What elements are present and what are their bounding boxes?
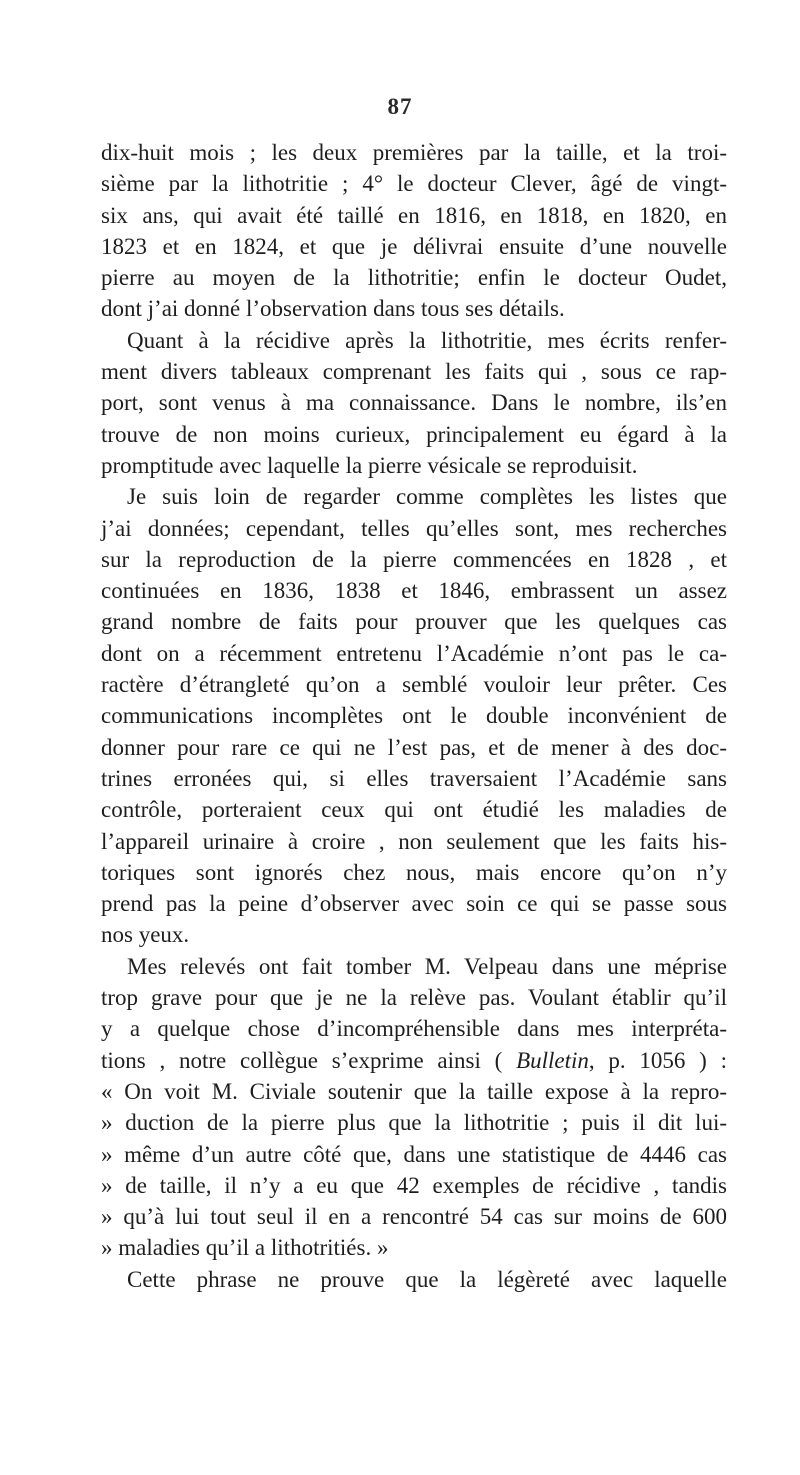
text-line: trines erronées qui, si elles traversaient l’Académie sans bbox=[101, 765, 727, 791]
text-line: continuées en 1836, 1838 et 1846, embrassent un assez bbox=[101, 578, 727, 604]
text-line: ment divers tableaux comprenant les faits qui , sous ce rap- bbox=[101, 359, 727, 385]
text-line: « On voit M. Civiale soutenir que la taille expose à la repro- bbox=[101, 1078, 727, 1104]
text-line: prend pas la peine d’observer avec soin ce qui se passe sous bbox=[101, 891, 727, 917]
body-text bbox=[101, 137, 727, 1295]
text-line: y a quelque chose d’incompréhensible dans mes interpréta- bbox=[101, 1016, 727, 1042]
text-line: » de taille, il n’y a eu que 42 exemples de récidive , tandis bbox=[101, 1172, 727, 1198]
text-line: nos yeux. bbox=[101, 922, 190, 948]
text-line: sième par la lithotritie ; 4° le docteur Clever, âgé de vingt- bbox=[101, 171, 727, 197]
text-line: l’appareil urinaire à croire , non seulement que les faits his- bbox=[101, 828, 727, 854]
text-line: pierre au moyen de la lithotritie; enfin le docteur Oudet, bbox=[101, 265, 727, 291]
text-line: Je suis loin de regarder comme complètes les listes que bbox=[127, 484, 727, 510]
text-line: » qu’à lui tout seul il en a rencontré 54 cas sur moins de 600 bbox=[101, 1204, 727, 1230]
text-line: trop grave pour que je ne la relève pas. Voulant établir qu’il bbox=[101, 985, 727, 1011]
text-line: sur la reproduction de la pierre commencées en 1828 , et bbox=[101, 546, 727, 572]
text-line: » duction de la pierre plus que la lithotritie ; puis il dit lui- bbox=[101, 1110, 727, 1136]
text-line: ractère d’étrangleté qu’on a semblé vouloir leur prêter. Ces bbox=[101, 672, 727, 698]
text-line: port, sont venus à ma connaissance. Dans le nombre, ils’en bbox=[101, 390, 727, 416]
text-line: 1823 et en 1824, et que je délivrai ensuite d’une nouvelle bbox=[101, 233, 727, 259]
text-line: dont j’ai donné l’observation dans tous ses détails. bbox=[101, 296, 565, 322]
bulletin-italic: Bulletin bbox=[516, 1047, 589, 1073]
text-line: » maladies qu’il a lithotritiés. » bbox=[101, 1235, 389, 1261]
text-line: j’ai données; cependant, telles qu’elles sont, mes recherches bbox=[101, 515, 727, 541]
text-line: toriques sont ignorés chez nous, mais encore qu’on n’y bbox=[101, 859, 727, 885]
text-line: Quant à la récidive après la lithotritie, mes écrits renfer- bbox=[127, 327, 727, 353]
text-line: dix-huit mois ; les deux premières par la taille, et la troi- bbox=[101, 140, 727, 165]
text-line: six ans, qui avait été taillé en 1816, en 1818, en 1820, en bbox=[101, 202, 727, 228]
text-line: grand nombre de faits pour prouver que les quelques cas bbox=[101, 609, 727, 635]
text-line: promptitude avec laquelle la pierre vésicale se reproduisit. bbox=[101, 452, 638, 478]
text-line: tions , notre collègue s’exprime ainsi ( Bulletin, p. 1056 ) : bbox=[101, 1047, 727, 1073]
page-number: 87 bbox=[387, 94, 413, 119]
text-line: trouve de non moins curieux, principalement eu égard à la bbox=[101, 421, 727, 447]
text-line: contrôle, porteraient ceux qui ont étudié les maladies de bbox=[101, 797, 727, 823]
text-line: Mes relevés ont fait tomber M. Velpeau dans une méprise bbox=[127, 953, 727, 979]
text-line: dont on a récemment entretenu l’Académie n’ont pas le ca- bbox=[101, 640, 727, 666]
text-line: » même d’un autre côté que, dans une statistique de 4446 cas bbox=[101, 1141, 727, 1167]
text-line: donner pour rare ce qui ne l’est pas, et de mener à des doc- bbox=[101, 734, 727, 760]
text-line: Cette phrase ne prouve que la légèreté avec laquelle bbox=[127, 1266, 727, 1292]
text-line: communications incomplètes ont le double inconvénient de bbox=[101, 703, 727, 729]
